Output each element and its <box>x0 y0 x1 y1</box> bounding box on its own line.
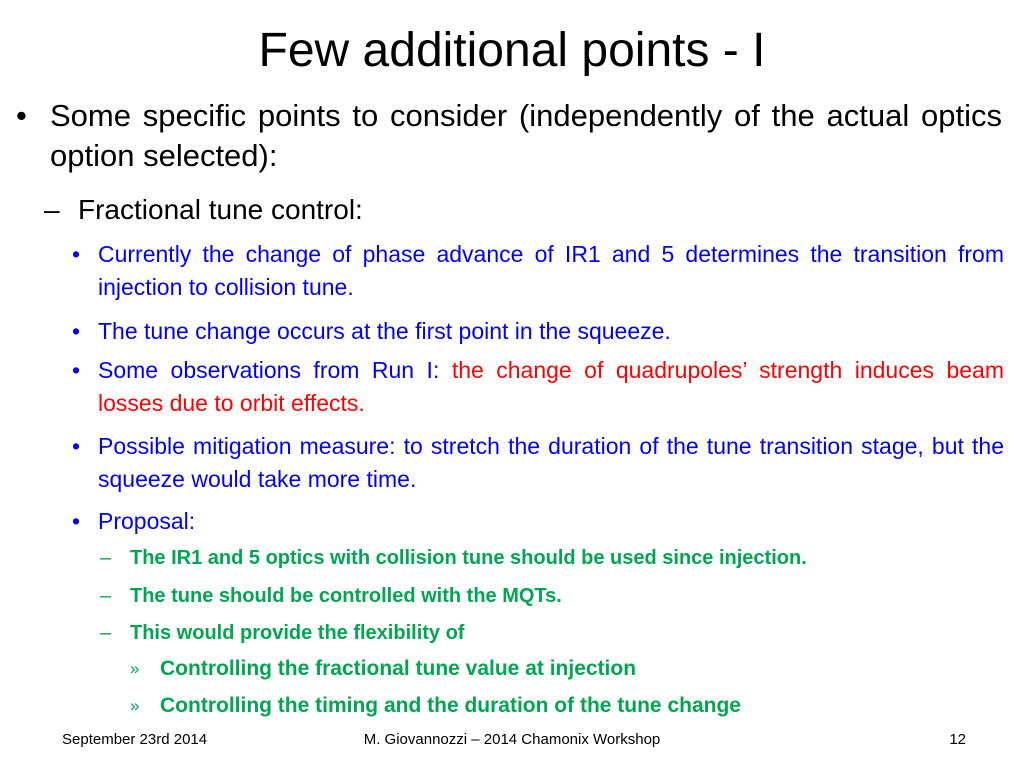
bullet-text: Currently the change of phase advance of IR1 and 5 determines the transition from injection to collision tune. <box>98 241 1004 300</box>
bullet-marker: • <box>16 98 27 133</box>
bullet-text: Controlling the timing and the duration of the tune change <box>160 694 741 717</box>
bullet-text: The tune change occurs at the first point in the squeeze. <box>98 318 671 344</box>
footer-event: M. Giovannozzi – 2014 Chamonix Workshop <box>363 731 661 748</box>
bullet-marker: • <box>72 508 81 534</box>
chevron-marker: » <box>130 696 140 715</box>
bullet-marker: • <box>72 433 81 459</box>
observation-text: Some observations from Run I: <box>98 357 452 383</box>
bullet-level4-item <box>100 583 1004 609</box>
bullet-text: Controlling the fractional tune value at injection <box>160 657 637 680</box>
bullet-level3-item <box>72 315 1004 348</box>
bullet-level3-item <box>72 354 1004 420</box>
bullet-level5-item <box>130 692 1004 720</box>
bullet-text: Proposal: <box>98 508 196 534</box>
bullet-level3-item <box>72 430 1004 496</box>
bullet-text: Possible mitigation measure: to stretch the duration of the tune transition stage, but the squeeze would take more time. <box>98 433 1004 492</box>
bullet-text: Some specific points to consider (independently of the actual optics option selected): <box>50 98 1002 173</box>
bullet-level1 <box>16 96 1002 176</box>
chevron-marker: » <box>130 659 140 678</box>
observation-highlight: the change of quadrupoles’ strength induces beam losses due to orbit effects. <box>98 357 1004 416</box>
page-number: 12 <box>949 731 966 748</box>
bullet-text <box>98 354 1004 420</box>
dash-marker: – <box>100 585 112 607</box>
bullet-marker: • <box>72 241 81 267</box>
bullet-level3-item <box>72 238 1004 304</box>
dash-marker: – <box>100 547 112 569</box>
dash-marker: – <box>100 622 112 644</box>
bullet-marker: • <box>72 357 81 383</box>
slide-title: Few additional points - I <box>258 24 766 77</box>
bullet-level4-item <box>100 620 1004 646</box>
bullet-text: The IR1 and 5 optics with collision tune should be used since injection. <box>130 547 807 569</box>
bullet-level2 <box>44 192 1002 228</box>
bullet-level3-item <box>72 505 1004 538</box>
dash-marker: – <box>44 194 60 225</box>
bullet-level4-item <box>100 545 1004 571</box>
footer-date: September 23rd 2014 <box>62 731 208 748</box>
bullet-text: The tune should be controlled with the MQTs. <box>130 585 562 607</box>
bullet-level5-item <box>130 655 1004 683</box>
bullet-text: Fractional tune control: <box>78 194 363 225</box>
bullet-text: This would provide the flexibility of <box>130 622 465 644</box>
bullet-marker: • <box>72 318 81 344</box>
